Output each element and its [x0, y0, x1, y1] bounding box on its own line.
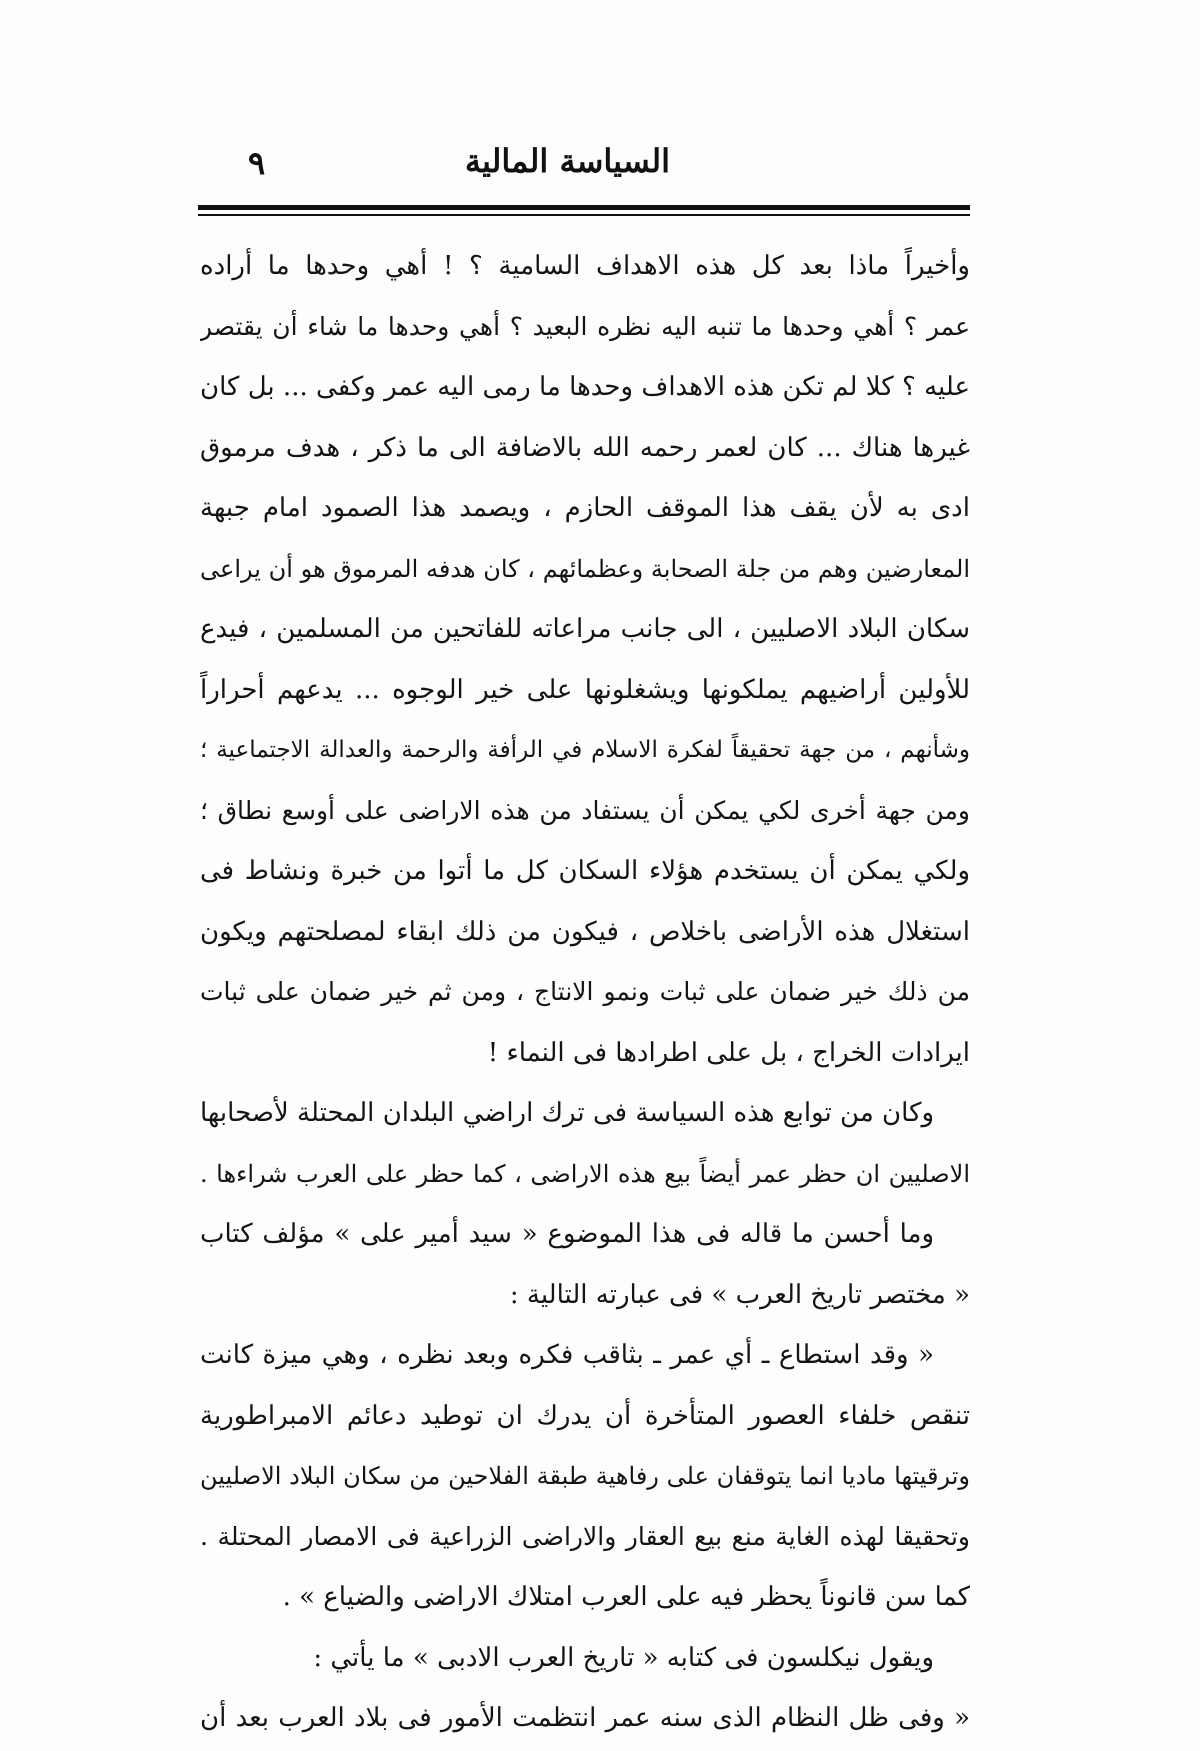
text-line: عمر ؟ أهي وحدها ما تنبه اليه نظره البعيد ؟ أهي وحدها ما شاء أن يقتصر — [200, 311, 970, 341]
header-rule-thin — [198, 214, 970, 216]
text-line: للأولين أراضيهم يملكونها ويشغلونها على خير الوجوه ... يدعهم أحراراً — [200, 674, 970, 705]
text-line: سكان البلاد الاصليين ، الى جانب مراعاته للفاتحين من المسلمين ، فيدع — [200, 614, 970, 644]
text-line: وما أحسن ما قاله فى هذا الموضوع « سيد أمير على » مؤلف كتاب — [200, 1219, 934, 1249]
text-line: كما سن قانوناً يحظر فيه على العرب امتلاك الاراضى والضياع » . — [282, 1582, 970, 1612]
running-title: السياسة المالية — [464, 142, 670, 180]
text-line: وشأنهم ، من جهة تحقيقاً لفكرة الاسلام في الرأفة والرحمة والعدالة الاجتماعية ؛ — [200, 737, 970, 763]
text-line: عليه ؟ كلا لم تكن هذه الاهداف وحدها ما رمى اليه عمر وكفى ... بل كان — [200, 372, 970, 402]
text-line: وكان من توابع هذه السياسة فى ترك اراضي البلدان المحتلة لأصحابها — [200, 1098, 934, 1128]
text-line: استغلال هذه الأراضى باخلاص ، فيكون من ذلك ابقاء لمصلحتهم ويكون — [200, 916, 970, 947]
text-line: الاصليين ان حظر عمر أيضاً بيع هذه الاراضى ، كما حظر على العرب شراءها . — [200, 1159, 970, 1188]
page-header — [200, 142, 970, 202]
text-line: وأخيراً ماذا بعد كل هذه الاهداف السامية ؟ ! أهي وحدها ما أراده — [200, 251, 970, 281]
text-line: « وفى ظل النظام الذى سنه عمر انتظمت الأمور فى بلاد العرب بعد أن — [200, 1703, 970, 1733]
body-text — [200, 236, 970, 1749]
text-line: غيرها هناك ... كان لعمر رحمه الله بالاضافة الى ما ذكر ، هدف مرموق — [200, 432, 970, 463]
text-line: من ذلك خير ضمان على ثبات ونمو الانتاج ، ومن ثم خير ضمان على ثبات — [200, 977, 970, 1006]
text-line: « وقد استطاع ـ أي عمر ـ بثاقب فكره وبعد نظره ، وهي ميزة كانت — [200, 1340, 934, 1370]
text-line: ادى به لأن يقف هذا الموقف الحازم ، ويصمد هذا الصمود امام جبهة — [200, 493, 970, 523]
text-line: ويقول نيكلسون فى كتابه « تاريخ العرب الادبى » ما يأتي : — [313, 1642, 934, 1673]
text-line: وتحقيقا لهذه الغاية منع بيع العقار والاراضى الزراعية فى الامصار المحتلة . — [200, 1521, 970, 1551]
text-line: المعارضين وهم من جلة الصحابة وعظمائهم ، كان هدفه المرموق هو أن يراعى — [200, 554, 970, 583]
text-line: ولكي يمكن أن يستخدم هؤلاء السكان كل ما أتوا من خبرة ونشاط فى — [200, 856, 970, 886]
header-rule — [198, 205, 970, 210]
page-number: ٩ — [248, 144, 266, 182]
text-line: ايرادات الخراج ، بل على اطرادها فى النماء ! — [487, 1037, 970, 1068]
text-line: ومن جهة أخرى لكي يمكن أن يستفاد من هذه الاراضى على أوسع نطاق ؛ — [200, 795, 970, 825]
text-line: تنقص خلفاء العصور المتأخرة أن يدرك ان توطيد دعائم الامبراطورية — [200, 1400, 970, 1431]
text-line: « مختصر تاريخ العرب » فى عبارته التالية : — [509, 1279, 970, 1310]
text-line: وترقيتها ماديا انما يتوقفان على رفاهية طبقة الفلاحين من سكان البلاد الاصليين — [200, 1462, 970, 1490]
